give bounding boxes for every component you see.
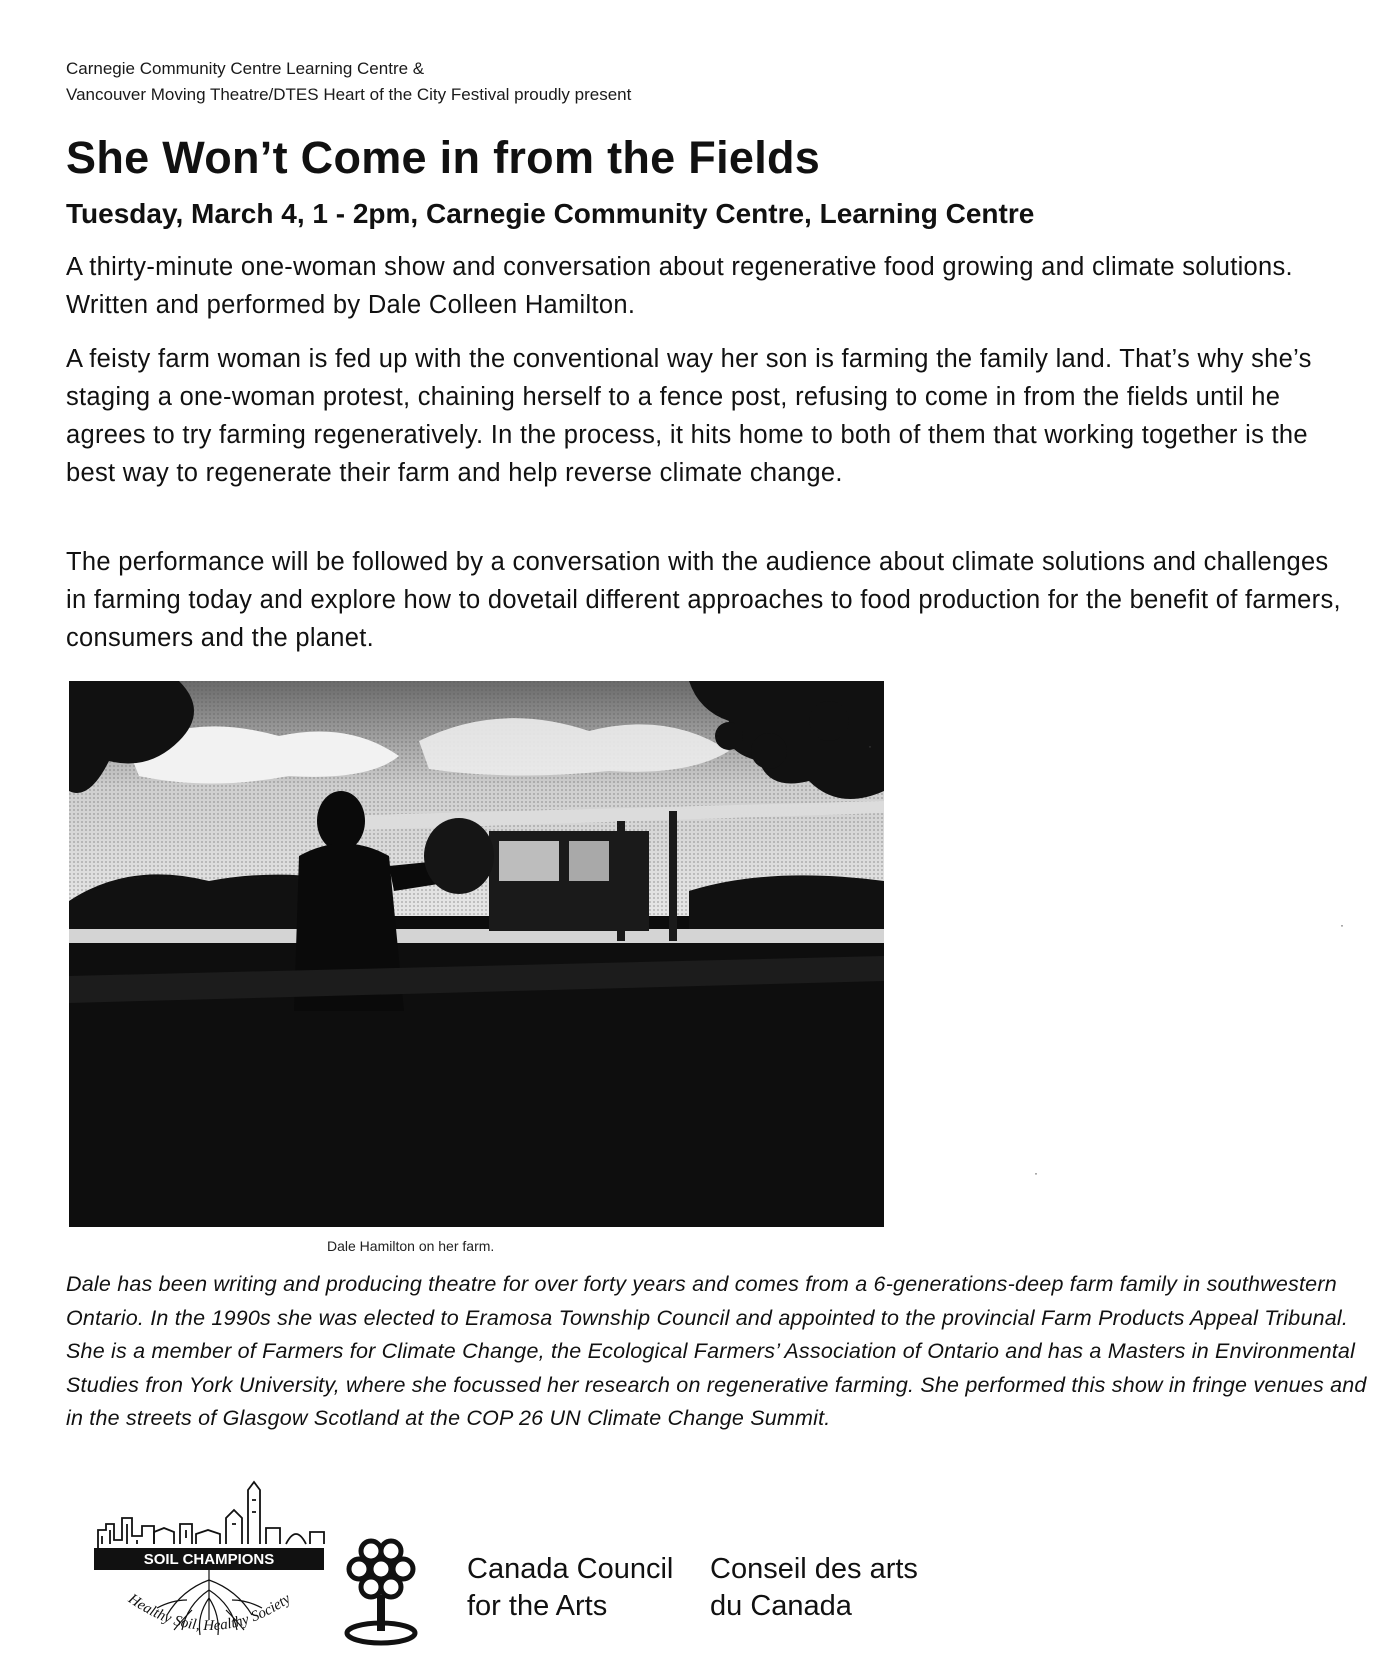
canada-council-name-fr bbox=[710, 1551, 918, 1625]
canada-council-emblem bbox=[343, 1535, 419, 1647]
presenter-line-1: Carnegie Community Centre Learning Centre & bbox=[66, 59, 425, 78]
scan-speck: · bbox=[1340, 918, 1344, 932]
soil-champions-logo bbox=[92, 1480, 327, 1650]
conversation-paragraph: The performance will be followed by a conversation with the audience about climate solutions and challenges in farming today and explore how to dovetail different approaches to food production for the benefit of farmers, consumers and the planet. bbox=[66, 548, 1341, 652]
canada-council-fr-line2: du Canada bbox=[710, 1590, 852, 1622]
performer-bio: Dale has been writing and producing theatre for over forty years and comes from a 6-generations-deep farm family in southwestern Ontario. In the 1990s she was elected to Eramosa Township Council and appointed to the provincial Farm Products Appeal Tribunal. She is a member of Farmers for Climate Change, the Ecological Farmers’ Association of Ontario and has a Masters in Environmental Studies fron York University, where she focussed her research on regenerative farming. She performed this show in fringe venues and in the streets of Glasgow Scotland at the COP 26 UN Climate Change Summit. bbox=[66, 1272, 1367, 1430]
canada-council-name-en bbox=[467, 1551, 673, 1625]
scan-speck: · bbox=[868, 739, 872, 753]
synopsis-paragraph: A feisty farm woman is fed up with the conventional way her son is farming the family land. That’s why she’s staging a one-woman protest, chaining herself to a fence post, refusing to come in from the fields until he agrees to try farming regeneratively. In the process, it hits home to both of them that working together is the best way to regenerate their farm and help reverse climate change. bbox=[66, 345, 1312, 487]
farm-photo bbox=[69, 681, 884, 1227]
soil-champions-banner: SOIL CHAMPIONS bbox=[143, 1551, 275, 1568]
event-details: Tuesday, March 4, 1 - 2pm, Carnegie Community Centre, Learning Centre bbox=[66, 198, 1035, 229]
soil-champions-motto: Healthy Soil, Healthy Society bbox=[125, 1591, 294, 1635]
presenters bbox=[66, 56, 631, 108]
presenter-line-2: Vancouver Moving Theatre/DTES Heart of the City Festival proudly present bbox=[66, 85, 632, 104]
canada-council-en-line1: Canada Council bbox=[467, 1553, 674, 1585]
intro-paragraph: A thirty-minute one-woman show and conversation about regenerative food growing and climate solutions. Written and performed by Dale Colleen Hamilton. bbox=[66, 253, 1293, 319]
canada-council-en-line2: for the Arts bbox=[467, 1590, 608, 1622]
photo-caption: Dale Hamilton on her farm. bbox=[327, 1238, 495, 1254]
canada-council-fr-line1: Conseil des arts bbox=[710, 1553, 918, 1585]
scan-speck: · bbox=[1034, 1166, 1038, 1180]
event-title: She Won’t Come in from the Fields bbox=[66, 132, 821, 183]
